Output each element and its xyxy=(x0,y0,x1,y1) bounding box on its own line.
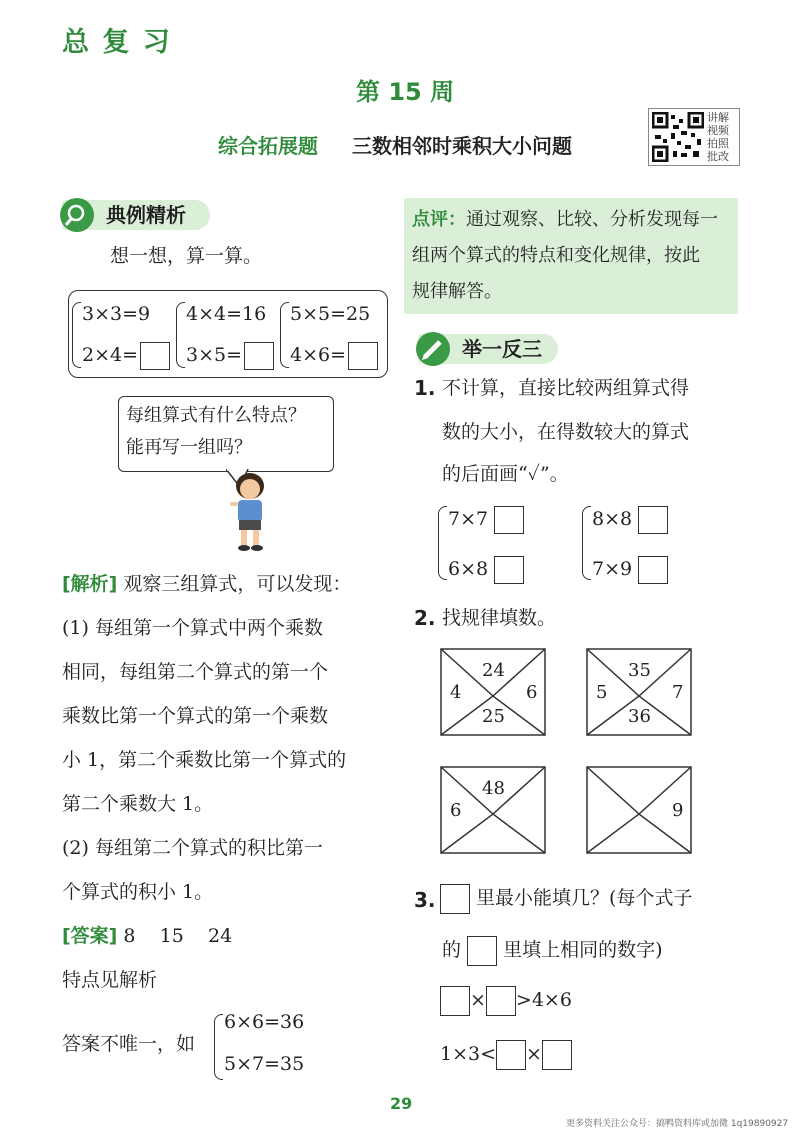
q3-line2: 的 里填上相同的数字) xyxy=(442,936,663,966)
env1-top: 24 xyxy=(482,660,505,681)
magnifier-icon xyxy=(60,198,94,232)
group2-line1: 4×4=16 xyxy=(186,303,267,325)
q1-a1: 7×7 xyxy=(448,506,524,534)
q1-a2-box[interactable] xyxy=(494,556,524,584)
answer-brace xyxy=(214,1014,223,1080)
analysis-line: 个算式的积小 1。 xyxy=(62,881,214,903)
q1-b2-box[interactable] xyxy=(638,556,668,584)
analysis-line: (1) 每组第一个算式中两个乘数 xyxy=(62,617,323,639)
answer-tag: [答案] xyxy=(62,925,118,947)
q1-b1: 8×8 xyxy=(592,506,668,534)
env4-right: 9 xyxy=(672,800,684,821)
envelope-1 xyxy=(440,648,546,736)
practice-tag: 举一反三 xyxy=(418,334,558,364)
q3-e2-box-b[interactable] xyxy=(542,1040,572,1070)
q2-number: 2. xyxy=(414,606,436,630)
topic-label: 三数相邻时乘积大小问题 xyxy=(352,134,572,158)
q3-box-inline[interactable] xyxy=(440,884,470,914)
q1-brace-a xyxy=(438,506,447,580)
group1-answer-box[interactable] xyxy=(140,342,170,370)
analysis-line: 相同，每组第二个算式的第一个 xyxy=(62,661,329,683)
env1-left: 4 xyxy=(450,682,462,703)
envelope-2 xyxy=(586,648,692,736)
analysis-line: (2) 每组第二个算式的积比第一 xyxy=(62,837,323,859)
comment-line2: 组两个算式的特点和变化规律，按此 xyxy=(412,245,700,266)
q3-box-inline-2[interactable] xyxy=(467,936,497,966)
envelope-3 xyxy=(440,766,546,854)
week-title: 第 15 周 xyxy=(356,78,455,106)
qr-caption: 讲解视频 拍照批改 xyxy=(707,111,729,163)
env2-bottom: 36 xyxy=(628,706,651,727)
q3-e2-box-a[interactable] xyxy=(496,1040,526,1070)
envelope-4 xyxy=(586,766,692,854)
env3-left: 6 xyxy=(450,800,462,821)
q1-b2: 7×9 xyxy=(592,556,668,584)
group1-line2: 2×4= xyxy=(82,342,170,370)
q3-number: 3. xyxy=(414,888,436,912)
group3-answer-box[interactable] xyxy=(348,342,378,370)
group2-answer-box[interactable] xyxy=(244,342,274,370)
example-prompt: 想一想，算一算。 xyxy=(110,245,263,267)
env2-right: 7 xyxy=(672,682,684,703)
brace-2 xyxy=(176,302,185,368)
comment-label: 点评： xyxy=(412,209,466,230)
analysis-tag: [解析] xyxy=(62,573,118,595)
env2-top: 35 xyxy=(628,660,651,681)
answer-extra-line1: 6×6=36 xyxy=(224,1011,305,1033)
analysis-line: 小 1，第二个乘数比第一个算式的 xyxy=(62,749,347,771)
q3-e1-box-b[interactable] xyxy=(486,986,516,1016)
q1-line3: 的后面画“✓”。 xyxy=(442,463,569,485)
brace-3 xyxy=(280,302,289,368)
analysis-first-line: [解析] 观察三组算式，可以发现： xyxy=(62,573,352,595)
q2-text: 找规律填数。 xyxy=(442,607,557,629)
q1-a1-box[interactable] xyxy=(494,506,524,534)
analysis-line: 乘数比第一个算式的第一个乘数 xyxy=(62,705,329,727)
answer-extra-line2: 5×7=35 xyxy=(224,1053,305,1075)
group3-line1: 5×5=25 xyxy=(290,303,371,325)
env3-top: 48 xyxy=(482,778,505,799)
q1-number: 1. xyxy=(414,376,436,400)
q1-a2: 6×8 xyxy=(448,556,524,584)
q3-expr1: × >4×6 xyxy=(440,986,572,1016)
page-number: 29 xyxy=(390,1094,413,1113)
q3-expr2: 1×3< × xyxy=(440,1040,572,1070)
q3-e1-box-a[interactable] xyxy=(440,986,470,1016)
q1-b1-box[interactable] xyxy=(638,506,668,534)
footer-note: 更多资料关注公众号：搞鸭资料库或加微 1q19890927 xyxy=(566,1119,789,1129)
qr-code-icon xyxy=(652,112,704,162)
q1-line1: 不计算，直接比较两组算式得 xyxy=(442,377,690,399)
comment-line3: 规律解答。 xyxy=(412,281,502,302)
comment-line1: 点评：通过观察、比较、分析发现每一 xyxy=(412,209,718,230)
env1-bottom: 25 xyxy=(482,706,505,727)
bubble-line1: 每组算式有什么特点？ xyxy=(126,405,306,426)
section-title: 总 复 习 xyxy=(62,27,172,58)
group1-line1: 3×3=9 xyxy=(82,303,151,325)
analysis-line: 第二个乘数大 1。 xyxy=(62,793,214,815)
pencil-icon xyxy=(416,332,450,366)
bubble-line2: 能再写一组吗？ xyxy=(126,437,252,458)
env1-right: 6 xyxy=(526,682,538,703)
q1-brace-b xyxy=(582,506,591,580)
qr-block[interactable] xyxy=(648,108,740,166)
answer-note: 特点见解析 xyxy=(62,969,158,991)
boy-illustration xyxy=(224,470,276,552)
brace-1 xyxy=(72,302,81,368)
answer-extra: 答案不唯一，如 xyxy=(62,1033,196,1055)
group2-line2: 3×5= xyxy=(186,342,274,370)
q3-line1: 里最小能填几？(每个式子 xyxy=(440,884,692,914)
group3-line2: 4×6= xyxy=(290,342,378,370)
q1-line2: 数的大小，在得数较大的算式 xyxy=(442,421,690,443)
category-label: 综合拓展题 xyxy=(218,134,318,158)
answer-line: [答案] 8 15 24 xyxy=(62,925,233,947)
example-tag: 典例精析 xyxy=(62,200,210,230)
env2-left: 5 xyxy=(596,682,608,703)
